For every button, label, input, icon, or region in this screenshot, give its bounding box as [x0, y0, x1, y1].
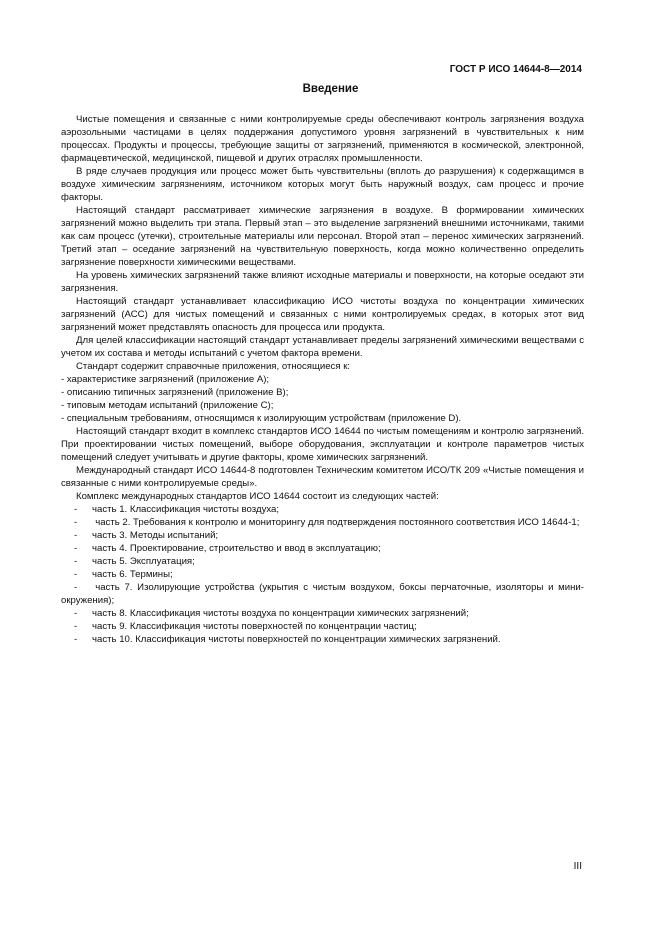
document-header: ГОСТ Р ИСО 14644-8—2014	[449, 64, 582, 75]
list-item: - часть 4. Проектирование, строительство и ввод в эксплуатацию;	[74, 543, 381, 554]
paragraph: Настоящий стандарт рассматривает химические загрязнения в воздухе. В формировании химических загрязнений можно выделить три этапа. Первый этап – это выделение загрязнений внешними источниками, такими как сам процесс (утечки), строительные материалы или персонал. Второй этап – перенос химических загрязнений. Третий этап – оседание загрязнений на чувствительную поверхность, когда можно количественно определить загрязнение поверхности химическими веществами.	[61, 205, 584, 268]
list-item: - часть 2. Требования к контролю и мониторингу для подтверждения постоянного соответствия ИСО 14644-1;	[74, 517, 580, 528]
list-item: - часть 8. Классификация чистоты воздуха по концентрации химических загрязнений;	[74, 608, 469, 619]
paragraph: Настоящий стандарт устанавливает классификацию ИСО чистоты воздуха по концентрации химических загрязнений (АСС) для чистых помещений и связанных с ними контролируемых средах, в которых этот вид загрязнений может представлять опасность для процесса или продукта.	[61, 296, 584, 333]
list-item: - часть 9. Классификация чистоты поверхностей по концентрации частиц;	[74, 621, 417, 632]
section-title: Введение	[302, 83, 359, 95]
paragraph: Комплекс международных стандартов ИСО 14644 состоит из следующих частей:	[76, 491, 439, 502]
paragraph: Стандарт содержит справочные приложения, относящиеся к:	[76, 361, 351, 372]
paragraph: В ряде случаев продукция или процесс может быть чувствительны (вплоть до разрушения) к содержащимся в воздухе химическим загрязнениям, источником которых могут быть наружный воздух, сам процесс и прочие факторы.	[61, 166, 584, 203]
paragraph: На уровень химических загрязнений также влияют исходные материалы и поверхности, на которые оседают эти загрязнения.	[61, 270, 584, 294]
document-body	[61, 113, 584, 646]
list-item: - описанию типичных загрязнений (приложение В);	[61, 387, 289, 398]
list-item: - специальным требованиям, относящимся к изолирующим устройствам (приложение D).	[61, 413, 462, 424]
list-item: - характеристике загрязнений (приложение А);	[61, 374, 270, 385]
list-item: - часть 3. Методы испытаний;	[74, 530, 219, 541]
list-item: - часть 6. Термины;	[74, 569, 173, 580]
paragraph: Настоящий стандарт входит в комплекс стандартов ИСО 14644 по чистым помещениям и контролю загрязнений. При проектировании чистых помещений, выборе оборудования, эксплуатации и контроле параметров чистых помещений следует учитывать и другие факторы, кроме химических загрязнений.	[61, 426, 584, 463]
paragraph: Для целей классификации настоящий стандарт устанавливает пределы загрязнений химическими веществами с учетом их состава и методы испытаний с учетом фактора времени.	[61, 335, 584, 359]
list-item: - часть 7. Изолирующие устройства (укрытия с чистым воздухом, боксы перчаточные, изоляторы и мини-окружения);	[61, 582, 584, 606]
list-item: - часть 1. Классификация чистоты воздуха;	[74, 504, 280, 515]
paragraph: Международный стандарт ИСО 14644-8 подготовлен Техническим комитетом ИСО/ТК 209 «Чистые помещения и связанные с ними контролируемые среды».	[61, 465, 584, 489]
paragraph: Чистые помещения и связанные с ними контролируемые среды обеспечивают контроль загрязнения воздуха аэрозольными частицами в целях поддержания допустимого уровня загрязнений в чувствительных к ним процессах. Продукты и процессы, требующие защиты от загрязнений, применяются в космической, электронной, фармацевтической, медицинской, пищевой и других отраслях промышленности.	[61, 114, 584, 164]
page-number: III	[573, 861, 582, 872]
list-item: - часть 5. Эксплуатация;	[74, 556, 195, 567]
list-item: - часть 10. Классификация чистоты поверхностей по концентрации химических загрязнений.	[74, 634, 501, 645]
list-item: - типовым методам испытаний (приложение С);	[61, 400, 274, 411]
